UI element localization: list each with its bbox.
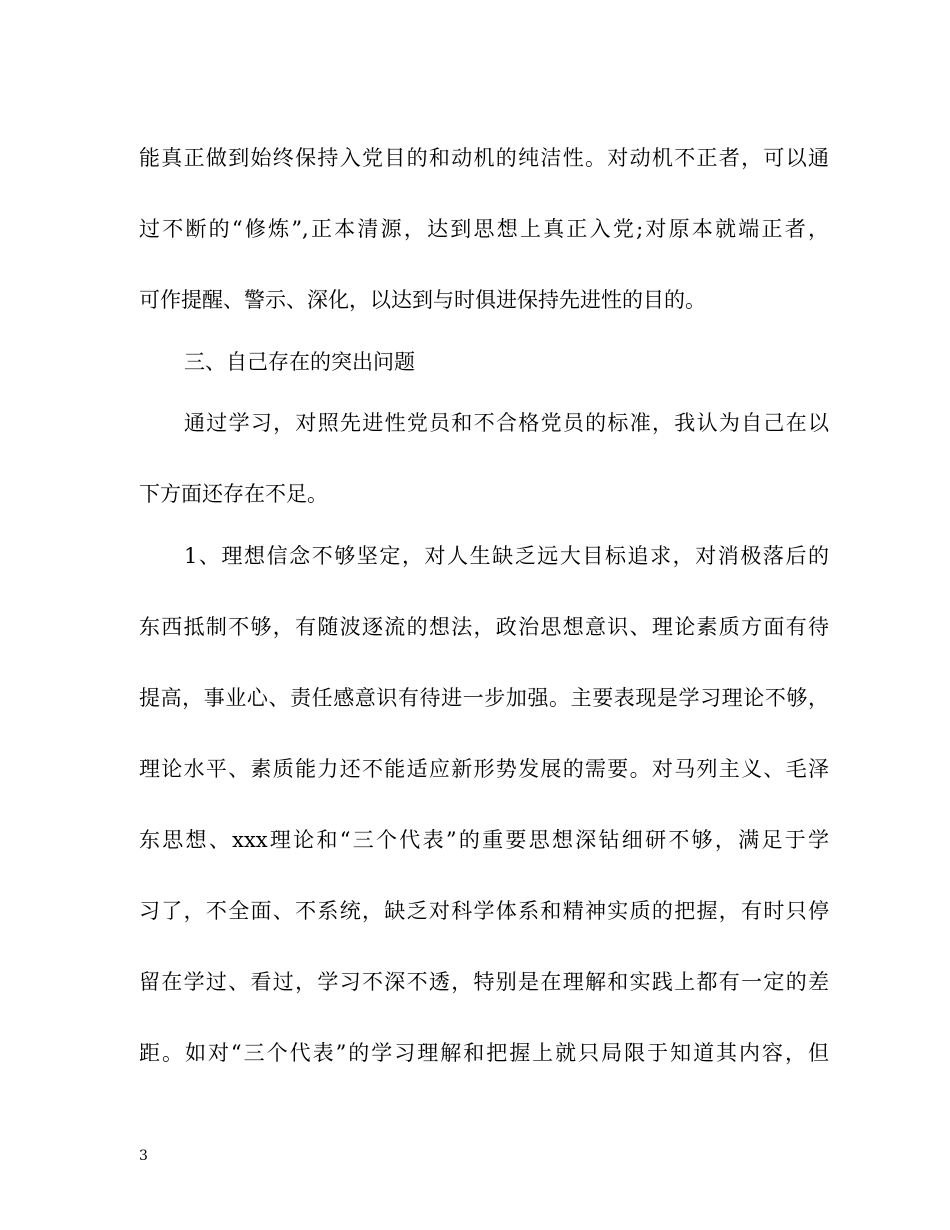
page-number: 3 — [139, 1148, 148, 1164]
section-heading: 三、自己存在的突出问题 — [184, 350, 415, 374]
text-line-13: 留在学过、看过，学习不深不透，特别是在理解和实践上都有一定的差 — [139, 970, 829, 994]
text-line-7: 1、理想信念不够坚定，对人生缺乏远大目标追求，对消极落后的 — [184, 544, 829, 568]
text-line-10: 理论水平、素质能力还不能适应新形势发展的需要。对马列主义、毛泽 — [139, 757, 829, 781]
text-line-12: 习了，不全面、不系统，缺乏对科学体系和精神实质的把握，有时只停 — [139, 899, 829, 923]
text-line-3: 可作提醒、警示、深化，以达到与时俱进保持先进性的目的。 — [139, 288, 706, 312]
text-line-8: 东西抵制不够，有随波逐流的想法，政治思想意识、理论素质方面有待 — [139, 615, 829, 639]
text-line-1: 能真正做到始终保持入党目的和动机的纯洁性。对动机不正者，可以通 — [139, 146, 829, 170]
text-line-6: 下方面还存在不足。 — [139, 482, 328, 506]
text-line-14: 距。如对“三个代表”的学习理解和把握上就只局限于知道其内容，但 — [139, 1041, 829, 1065]
text-line-11: 东思想、xxx理论和“三个代表”的重要思想深钻细研不够，满足于学 — [139, 828, 829, 852]
text-line-2: 过不断的“修炼”,正本清源，达到思想上真正入党;对原本就端正者， — [139, 217, 829, 241]
text-line-9: 提高，事业心、责任感意识有待进一步加强。主要表现是学习理论不够， — [139, 686, 829, 710]
text-line-5: 通过学习，对照先进性党员和不合格党员的标准，我认为自己在以 — [184, 411, 829, 435]
